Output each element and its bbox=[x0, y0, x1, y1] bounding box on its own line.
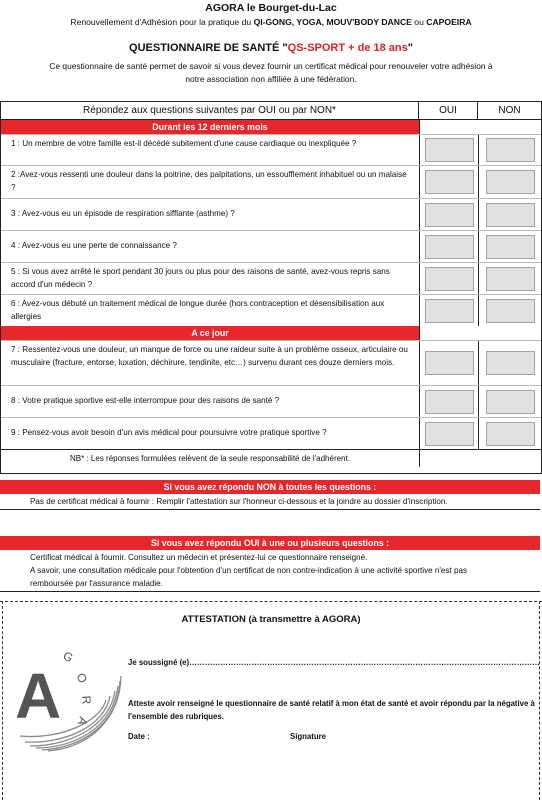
non-checkbox-q8[interactable] bbox=[486, 390, 535, 414]
non-checkbox-q9[interactable] bbox=[486, 422, 535, 446]
soussigne-field[interactable]: Je soussigné (e)……………………………………………………………………………………………………………………… bbox=[128, 658, 540, 667]
title-suffix: " bbox=[407, 42, 413, 54]
table-header-label: Répondez aux questions suivantes par OUI ou par NON* bbox=[1, 102, 419, 119]
renewal-line bbox=[0, 17, 542, 27]
oui-checkbox-q4[interactable] bbox=[425, 235, 474, 259]
column-oui: OUI bbox=[419, 102, 478, 119]
non-section-title: Si vous avez répondu NON à toutes les questions : bbox=[0, 480, 540, 494]
logo-letter-r: R bbox=[79, 695, 94, 705]
oui-section-title: Si vous avez répondu OUI à une ou plusieurs questions : bbox=[0, 536, 540, 550]
org-name: AGORA le Bourget-du-Lac bbox=[205, 2, 337, 14]
signature-label: Signature bbox=[290, 732, 326, 741]
renewal-capoeira: CAPOEIRA bbox=[426, 17, 472, 27]
question-text: 6 : Avez-vous débuté un traitement médical de longue durée (hors contraception et désensibilisation aux allergies bbox=[1, 295, 420, 326]
oui-checkbox-q9[interactable] bbox=[425, 422, 474, 446]
oui-section-line-1: Certificat médical à fournir. Consultez un médecin et présentez-lui ce questionnaire renseigné. bbox=[30, 553, 368, 562]
oui-checkbox-q8[interactable] bbox=[425, 390, 474, 414]
question-text: 7 : Ressentez-vous une douleur, un manque de force ou une raideur suite à un problème osseux, articulaire ou musculaire (fracture, entorse, luxation, déchirure, tendinite, etc…) survenu durant ces douze derniers mois. bbox=[1, 341, 420, 385]
logo-letter-g: G bbox=[60, 648, 76, 666]
oui-section-line-2: A savoir, une consultation médicale pour l'obtention d'un certificat de non contre-indication à une activité sportive n'est pas remboursée par l'assurance maladie. bbox=[30, 566, 468, 588]
date-label: Date : bbox=[128, 732, 150, 741]
oui-checkbox-q7[interactable] bbox=[425, 351, 474, 375]
non-section-body: Pas de certificat médical à fournir : Remplir l'attestation sur l'honneur ci-dessous et la joindre au dossier d'inscription. bbox=[0, 494, 540, 510]
question-row-3 bbox=[1, 198, 541, 230]
attestation-border-left bbox=[2, 601, 3, 800]
title-prefix: QUESTIONNAIRE DE SANTÉ " bbox=[129, 42, 288, 54]
question-text: 4 : Avez-vous eu une perte de connaissance ? bbox=[1, 231, 420, 262]
question-text: 2 :Avez-vous ressenti une douleur dans la poitrine, des palpitations, un essoufflement inhabituel ou un malaise ? bbox=[1, 166, 420, 198]
non-checkbox-q4[interactable] bbox=[486, 235, 535, 259]
intro-text: Ce questionnaire de santé permet de savoir si vous devez fournir un certificat médical pour renouveler votre adhésion à notre association non affiliée à une fédération. bbox=[49, 61, 493, 84]
nb-note-row bbox=[1, 449, 541, 467]
non-section bbox=[0, 480, 540, 510]
oui-section-body bbox=[0, 550, 540, 592]
section-title-12-months: Durant les 12 derniers mois bbox=[1, 120, 419, 134]
question-row-7 bbox=[1, 340, 541, 385]
renewal-prefix: Renouvellement d'Adhésion pour la pratique du bbox=[70, 17, 254, 27]
question-row-6 bbox=[1, 294, 541, 326]
question-row-1 bbox=[1, 134, 541, 165]
section-band-today bbox=[1, 326, 541, 340]
non-checkbox-q5[interactable] bbox=[486, 267, 535, 291]
question-row-4 bbox=[1, 230, 541, 262]
question-row-8 bbox=[1, 385, 541, 417]
attestation-title: ATTESTATION (à transmettre à AGORA) bbox=[181, 614, 361, 625]
agora-logo bbox=[10, 636, 130, 756]
nb-note: NB* : Les réponses formulées relèvent de la seule responsabilité de l'adhérent. bbox=[1, 450, 420, 467]
renewal-ou: ou bbox=[411, 17, 427, 27]
oui-checkbox-q6[interactable] bbox=[425, 299, 474, 323]
question-text: 1 : Un membre de votre famille est-il décédé subitement d'une cause cardiaque ou inexpliquée ? bbox=[1, 135, 420, 165]
question-text: 3 : Avez-vous eu un épisode de respiration sifflante (asthme) ? bbox=[1, 199, 420, 230]
question-row-5 bbox=[1, 262, 541, 294]
oui-checkbox-q5[interactable] bbox=[425, 267, 474, 291]
question-text: 5 : Si vous avez arrêté le sport pendant 30 jours ou plus pour des raisons de santé, avez-vous repris sans accord d'un médecin ? bbox=[1, 263, 420, 294]
non-checkbox-q6[interactable] bbox=[486, 299, 535, 323]
attestation-declaration: Atteste avoir renseigné le questionnaire de santé relatif à mon état de santé et avoir répondu par la négative à l'ensemble des rubriques. bbox=[128, 699, 535, 721]
non-checkbox-q1[interactable] bbox=[486, 138, 535, 162]
section-band-12-months bbox=[1, 120, 541, 134]
question-row-2 bbox=[1, 165, 541, 198]
logo-letter-a2: A bbox=[74, 714, 91, 728]
oui-checkbox-q3[interactable] bbox=[425, 203, 474, 227]
question-text: 8 : Votre pratique sportive est-elle interrompue pour des raisons de santé ? bbox=[1, 386, 420, 417]
table-header bbox=[1, 102, 541, 120]
questionnaire-title bbox=[0, 42, 542, 54]
oui-section bbox=[0, 536, 540, 592]
renewal-activities: QI-GONG, YOGA, MOUV'BODY DANCE bbox=[253, 17, 412, 27]
attestation-border-top bbox=[0, 601, 542, 602]
section-title-today: A ce jour bbox=[1, 326, 419, 340]
question-text: 9 : Pensez-vous avoir besoin d'un avis médical pour poursuivre votre pratique sportive ? bbox=[1, 418, 420, 449]
questionnaire-table bbox=[0, 101, 542, 474]
oui-checkbox-q2[interactable] bbox=[425, 170, 474, 194]
logo-letter-a: A bbox=[15, 660, 62, 732]
question-row-9 bbox=[1, 417, 541, 449]
column-non: NON bbox=[498, 105, 521, 116]
logo-letter-o: O bbox=[73, 670, 91, 686]
non-checkbox-q3[interactable] bbox=[486, 203, 535, 227]
non-checkbox-q2[interactable] bbox=[486, 170, 535, 194]
oui-checkbox-q1[interactable] bbox=[425, 138, 474, 162]
non-checkbox-q7[interactable] bbox=[486, 351, 535, 375]
title-highlight: QS-SPORT + de 18 ans bbox=[287, 42, 408, 54]
attestation-border-right bbox=[539, 601, 540, 800]
